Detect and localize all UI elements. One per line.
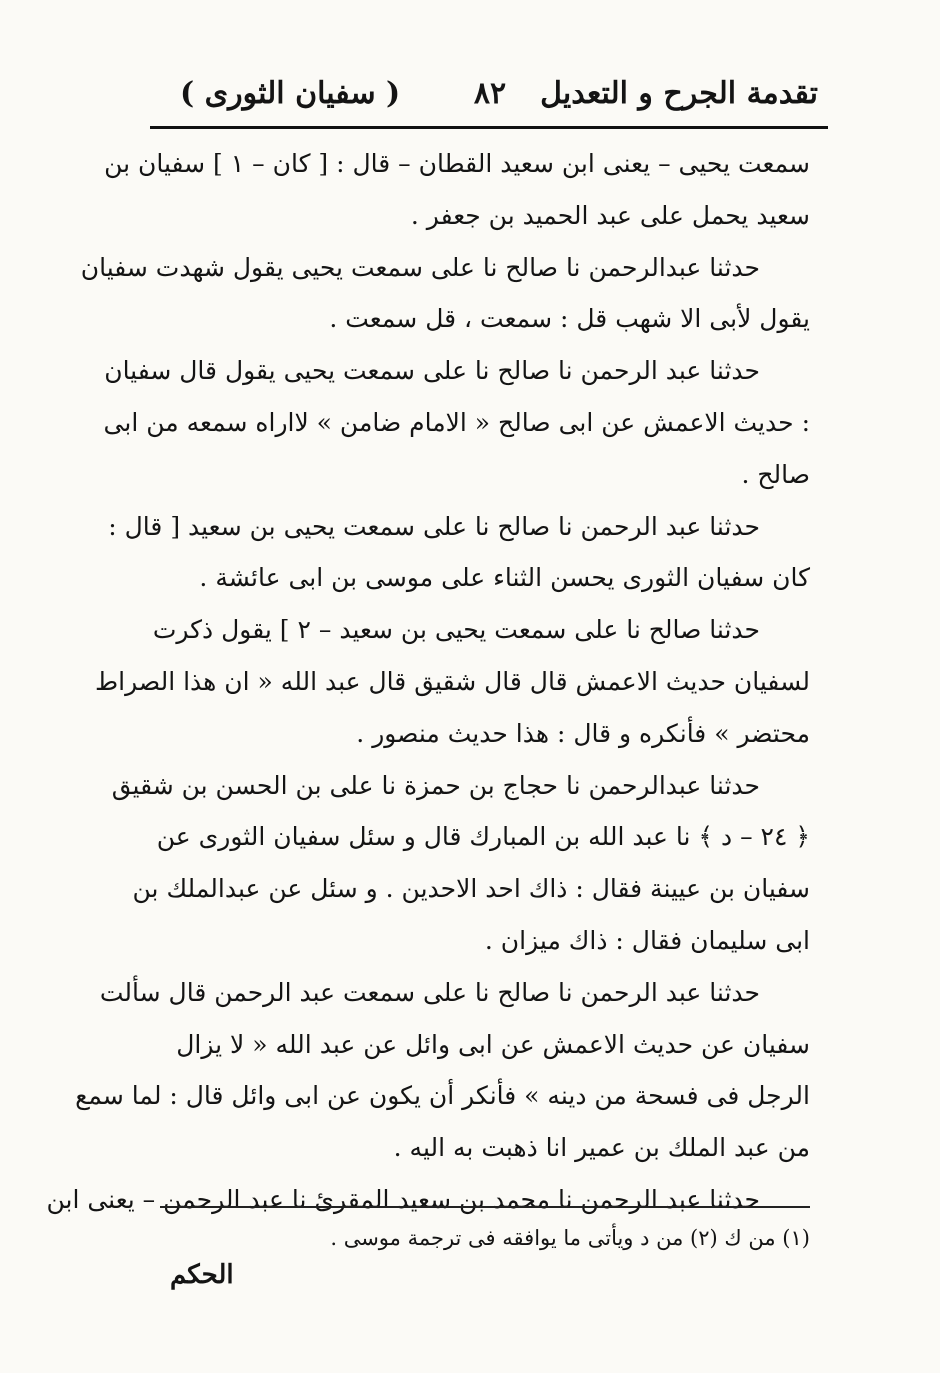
text-line: ﴿ ٢٤ – د ﴾ نا عبد الله بن المبارك قال و سئل سفيان الثورى عن xyxy=(156,822,810,852)
text-line: يقول لأبى الا شهب قل : سمعت ، قل سمعت . xyxy=(329,304,810,334)
text-line: حدثنا عبدالرحمن نا صالح نا على سمعت يحيى يقول شهدت سفيان xyxy=(80,252,760,282)
running-header xyxy=(150,70,830,118)
text-line: حدثنا عبد الرحمن نا صالح نا على سمعت يحيى يقول قال سفيان xyxy=(104,356,760,386)
text-line: الرجل فى فسحة من دينه » فأنكر أن يكون عن ابى وائل قال : لما سمع xyxy=(75,1081,810,1111)
text-line: لسفيان حديث الاعمش قال قال شقيق قال عبد الله « ان هذا الصراط xyxy=(95,666,810,696)
text-line: حدثنا عبد الرحمن نا صالح نا على سمعت يحيى بن سعيد [ قال : xyxy=(108,511,760,541)
text-line: : حديث الاعمش عن ابى صالح « الامام ضامن » لااراه سمعه من ابى xyxy=(103,407,810,437)
text-line: حدثنا عبد الرحمن نا محمد بن سعيد المقرئ نا عبد الرحمن – يعنى ابن xyxy=(46,1184,760,1214)
header-rule xyxy=(150,126,828,129)
text-line: كان سفيان الثورى يحسن الثناء على موسى بن ابى عائشة . xyxy=(199,563,810,593)
page-number: ٨٢ xyxy=(473,76,507,111)
text-line: محتضر » فأنكره و قال : هذا حديث منصور . xyxy=(356,718,810,748)
footnote-rule xyxy=(160,1206,810,1208)
text-line: حدثنا عبد الرحمن نا صالح نا على سمعت عبد الرحمن قال سألت xyxy=(99,977,760,1007)
catchword: الحكم xyxy=(170,1260,234,1290)
section-title: ( سفيان الثورى ) xyxy=(180,76,401,111)
text-line: حدثنا صالح نا على سمعت يحيى بن سعيد – ٢ ] يقول ذكرت xyxy=(152,615,760,645)
text-line: سفيان عن حديث الاعمش عن ابى وائل عن عبد الله « لا يزال xyxy=(176,1029,810,1059)
text-line: ابى سليمان فقال : ذاك ميزان . xyxy=(484,925,810,955)
text-line: سعيد يحمل على عبد الحميد بن جعفر . xyxy=(410,200,810,230)
text-line: من عبد الملك بن عمير انا ذهبت به اليه . xyxy=(393,1133,810,1163)
footnote: (١) من ك (٢) من د ويأتى ما يوافقه فى ترجمة موسى . xyxy=(330,1226,810,1250)
main-text xyxy=(46,138,810,1226)
book-title: تقدمة الجرح و التعديل xyxy=(540,76,818,111)
text-line: سمعت يحيى – يعنى ابن سعيد القطان – قال : [ كان – ١ ] سفيان بن xyxy=(104,149,810,178)
text-line: حدثنا عبدالرحمن نا حجاج بن حمزة نا على بن الحسن بن شقيق xyxy=(111,770,760,800)
text-line: صالح . xyxy=(741,459,810,489)
text-line: سفيان بن عيينة فقال : ذاك احد الاحدين . و سئل عن عبدالملك بن xyxy=(132,874,810,904)
